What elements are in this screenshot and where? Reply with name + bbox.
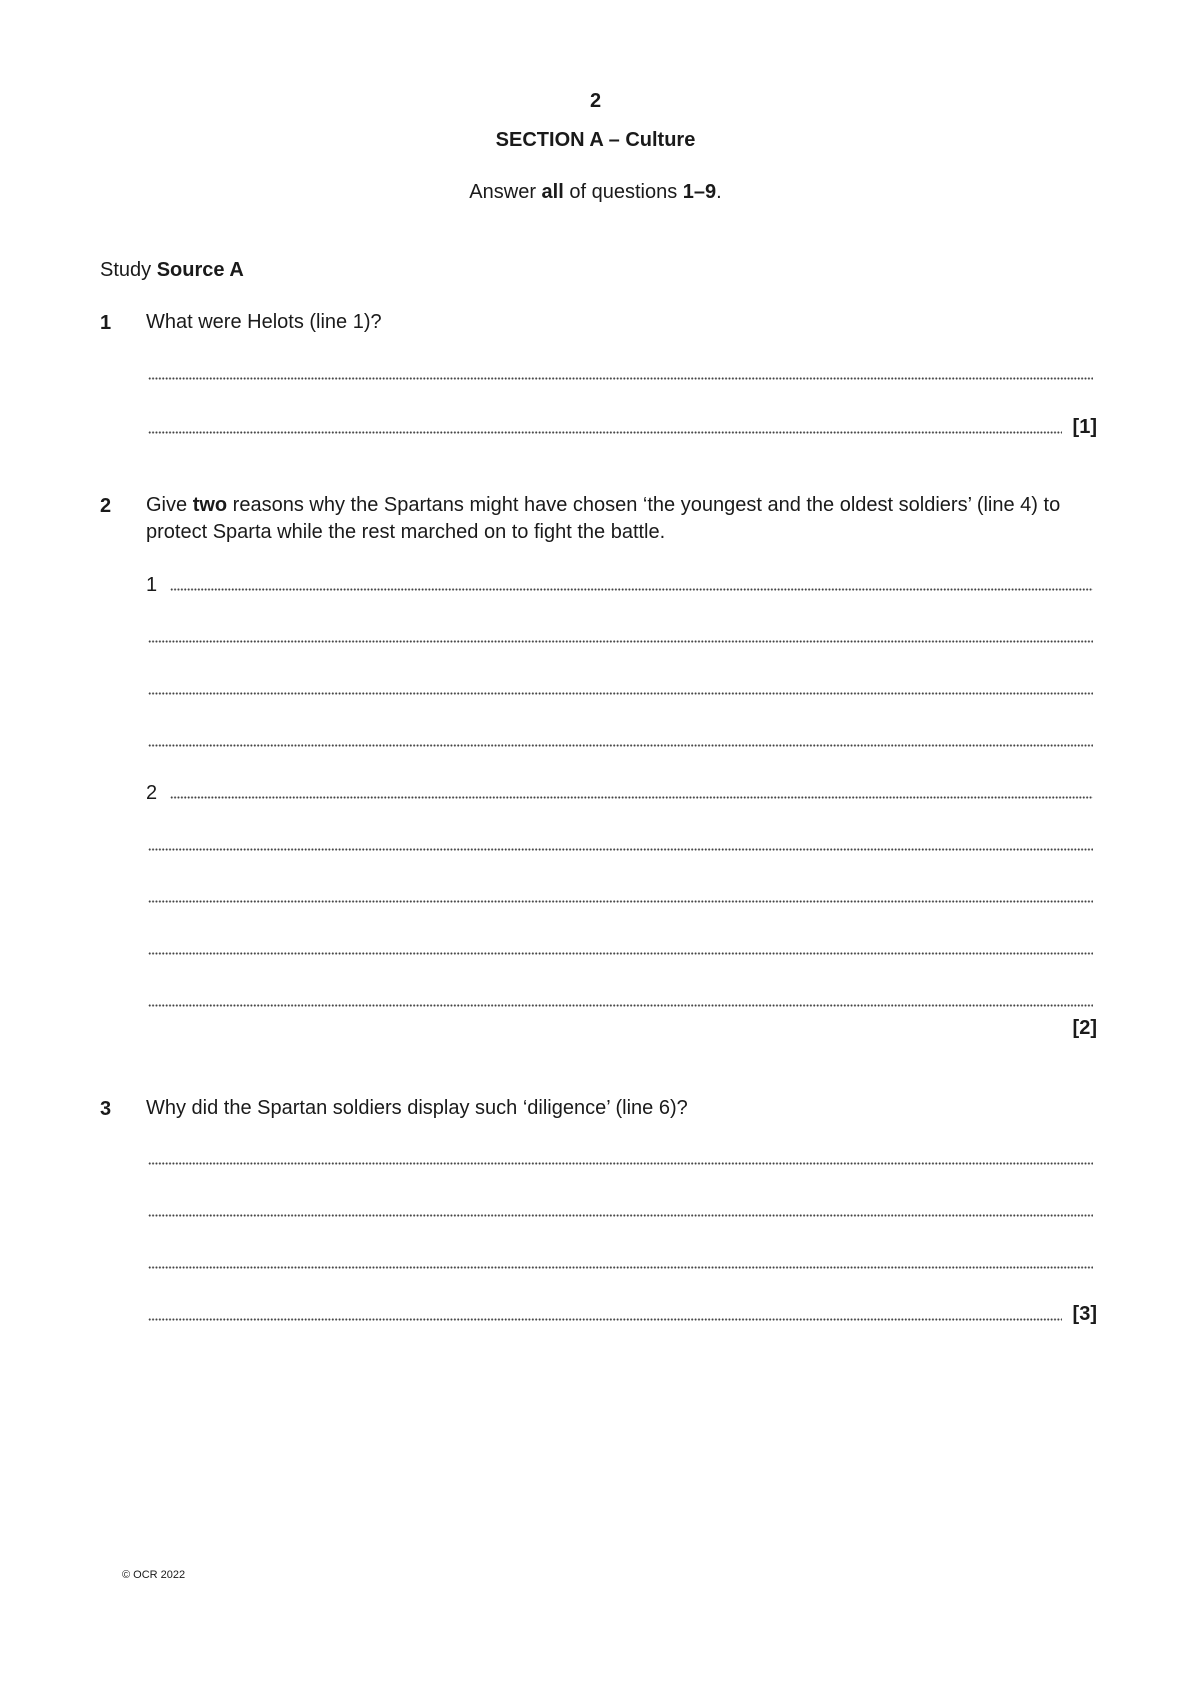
answer-line-q1-2[interactable] <box>148 431 1062 434</box>
instruction-question-range: 1–9 <box>682 181 717 203</box>
answer-line-q2-8[interactable] <box>148 952 1093 955</box>
answer-line-q2-5[interactable] <box>170 796 1093 799</box>
study-source-line <box>100 259 244 282</box>
answer-line-q2-1[interactable] <box>170 588 1093 591</box>
question-2-text-after: reasons why the Spartans might have chosen ‘the youngest and the oldest soldiers’ (line 4) to protect Sparta while the rest marched on to fight the battle. <box>146 494 1061 543</box>
section-title: SECTION A – Culture <box>495 129 696 151</box>
question-1-marks: [1] <box>1072 416 1097 438</box>
question-2-marks: [2] <box>1072 1017 1097 1039</box>
instruction <box>0 181 1191 204</box>
answer-line-q2-7[interactable] <box>148 900 1093 903</box>
answer-label-1: 1 <box>146 574 158 596</box>
question-2-text-before: Give <box>146 494 193 516</box>
answer-line-q1-1[interactable] <box>148 377 1093 380</box>
question-2-number: 2 <box>100 495 112 517</box>
answer-line-q2-4[interactable] <box>148 744 1093 747</box>
instruction-suffix: . <box>716 181 722 203</box>
answer-line-q2-2[interactable] <box>148 640 1093 643</box>
answer-label-2: 2 <box>146 782 158 804</box>
answer-line-q3-2[interactable] <box>148 1214 1093 1217</box>
question-2-text <box>146 492 1086 546</box>
answer-line-q3-3[interactable] <box>148 1266 1093 1269</box>
page-number: 2 <box>589 90 602 112</box>
question-3-marks: [3] <box>1072 1303 1097 1325</box>
answer-line-q3-4[interactable] <box>148 1318 1062 1321</box>
answer-line-q2-9[interactable] <box>148 1004 1093 1007</box>
question-1-text: What were Helots (line 1)? <box>146 311 382 333</box>
question-2-bold-two: two <box>192 494 228 516</box>
answer-line-q3-1[interactable] <box>148 1162 1093 1165</box>
question-1-number: 1 <box>100 312 112 334</box>
instruction-bold-all: all <box>541 181 564 203</box>
copyright-footer: © OCR 2022 <box>122 1569 186 1581</box>
instruction-middle: of questions <box>563 181 683 203</box>
instruction-prefix: Answer <box>469 181 542 203</box>
answer-line-q2-3[interactable] <box>148 692 1093 695</box>
question-3-number: 3 <box>100 1098 112 1120</box>
study-prefix: Study <box>100 259 157 281</box>
question-3-text: Why did the Spartan soldiers display such ‘diligence’ (line 6)? <box>146 1097 688 1119</box>
answer-line-q2-6[interactable] <box>148 848 1093 851</box>
source-label: Source A <box>156 259 244 281</box>
